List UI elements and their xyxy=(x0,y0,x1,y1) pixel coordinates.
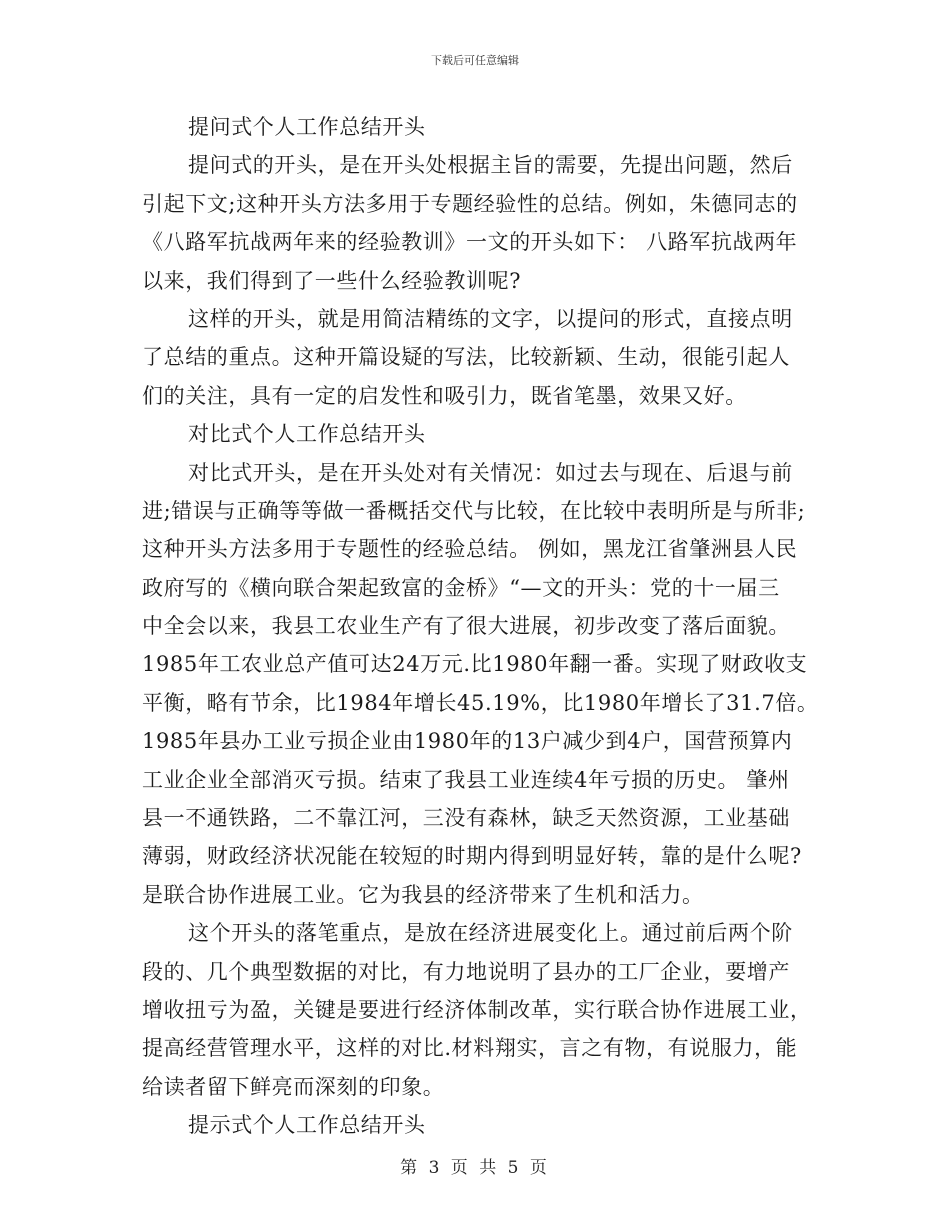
text-line: 增收扭亏为盈，关键是要进行经济体制改革，实行联合协作进展工业， xyxy=(142,997,812,1022)
text-line: 进;错误与正确等等做一番概括交代与比较，在比较中表明所是与所非; xyxy=(142,498,806,523)
page-header: 下载后可任意编辑 xyxy=(431,54,519,67)
text-line: 这样的开头，就是用简洁精练的文字，以提问的形式，直接点明 xyxy=(188,306,793,331)
text-line: 们的关注，具有一定的启发性和吸引力，既省笔墨，效果又好。 xyxy=(142,383,747,408)
text-line: 段的、几个典型数据的对比，有力地说明了县办的工厂企业，要增产 xyxy=(142,959,790,984)
document-body xyxy=(142,108,819,1145)
text-line: 中全会以来，我县工农业生产有了很大进展，初步改变了落后面貌。 xyxy=(142,614,790,639)
section-heading: 对比式个人工作总结开头 xyxy=(188,422,426,447)
text-line: 是联合协作进展工业。它为我县的经济带来了生机和活力。 xyxy=(142,882,704,907)
text-line: 提高经营管理水平，这样的对比.材料翔实，言之有物，有说服力，能 xyxy=(142,1036,798,1061)
text-line: 这种开头方法多用于专题性的经验总结。 例如，黑龙江省肇洲县人民 xyxy=(142,537,798,562)
text-line: 1985年县办工业亏损企业由1980年的13户减少到4户，国营预算内 xyxy=(142,729,793,754)
text-line: 这个开头的落笔重点，是放在经济进展变化上。通过前后两个阶 xyxy=(188,921,793,946)
text-line: 提问式的开头，是在开头处根据主旨的需要，先提出问题，然后 xyxy=(188,153,793,178)
page-number-footer: 第 3 页 共 5 页 xyxy=(400,1158,550,1178)
section-heading: 提示式个人工作总结开头 xyxy=(188,1113,426,1138)
section-heading: 提问式个人工作总结开头 xyxy=(188,115,426,139)
text-line: 1985年工农业总产值可达24万元.比1980年翻一番。实现了财政收支 xyxy=(142,652,808,677)
text-line: 平衡，略有节余，比1984年增长45.19%，比1980年增长了31.7倍。 xyxy=(142,690,819,715)
text-line: 给读者留下鲜亮而深刻的印象。 xyxy=(142,1074,445,1099)
text-line: 引起下文;这种开头方法多用于专题经验性的总结。例如，朱德同志的 xyxy=(142,191,798,216)
text-line: 对比式开头，是在开头处对有关情况：如过去与现在、后退与前 xyxy=(188,460,793,485)
text-line: 县一不通铁路，二不靠江河，三没有森林，缺乏天然资源，工业基础 xyxy=(142,806,790,831)
text-line: 《八路军抗战两年来的经验教训》一文的开头如下： 八路军抗战两年 xyxy=(142,230,798,255)
text-line: 薄弱，财政经济状况能在较短的时期内得到明显好转，靠的是什么呢? xyxy=(142,844,802,869)
text-line: 工业企业全部消灭亏损。结束了我县工业连续4年亏损的历史。 肇州 xyxy=(142,767,790,792)
text-line: 政府写的《横向联合架起致富的金桥》“—文的开头：党的十一届三 xyxy=(142,575,780,600)
text-line: 以来，我们得到了一些什么经验教训呢? xyxy=(142,268,522,293)
text-line: 了总结的重点。这种开篇设疑的写法，比较新颖、生动，很能引起人 xyxy=(142,345,790,370)
